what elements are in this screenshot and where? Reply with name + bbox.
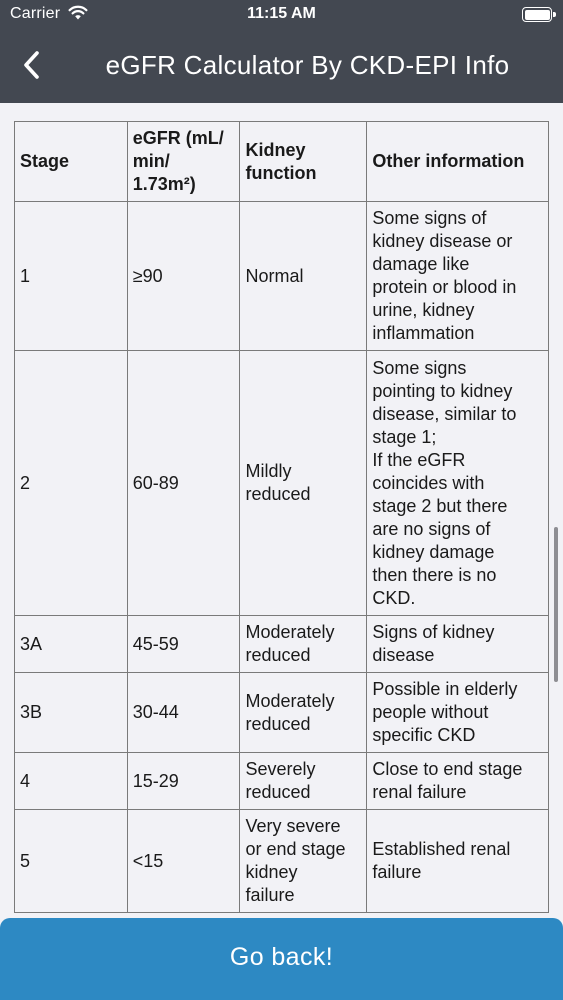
cell-function: Moderately reduced — [240, 673, 367, 753]
app-header — [0, 0, 563, 103]
table-row — [15, 753, 549, 810]
back-button[interactable] — [14, 48, 48, 86]
cell-function: Moderately reduced — [240, 616, 367, 673]
scrollbar[interactable] — [554, 527, 558, 682]
cell-function: Very severe or end stage kidney failure — [240, 810, 367, 913]
ckd-stage-table — [14, 121, 549, 913]
header-egfr: eGFR (mL/ min/ 1.73m²) — [127, 122, 240, 202]
cell-stage: 1 — [15, 202, 128, 351]
scroll-content[interactable] — [0, 103, 563, 918]
cell-info: Close to end stage renal failure — [367, 753, 549, 810]
cell-function: Mildly reduced — [240, 351, 367, 616]
cell-egfr: 60-89 — [127, 351, 240, 616]
cell-stage: 2 — [15, 351, 128, 616]
chevron-left-icon — [22, 50, 40, 85]
cell-egfr: 30-44 — [127, 673, 240, 753]
table-row — [15, 616, 549, 673]
table-row — [15, 810, 549, 913]
header-stage: Stage — [15, 122, 128, 202]
cell-info: Some signs pointing to kidney disease, similar to stage 1; If the eGFR coincides with stage 2 but there are no signs of kidney damage then there is no CKD. — [367, 351, 549, 616]
cell-egfr: <15 — [127, 810, 240, 913]
cell-info: Some signs of kidney disease or damage like protein or blood in urine, kidney inflammation — [367, 202, 549, 351]
page-title: eGFR Calculator By CKD-EPI Info — [105, 50, 510, 80]
cell-info: Signs of kidney disease — [367, 616, 549, 673]
cell-stage: 3A — [15, 616, 128, 673]
nav-bar — [0, 30, 563, 103]
table-row — [15, 351, 549, 616]
table-row — [15, 202, 549, 351]
cell-egfr: ≥90 — [127, 202, 240, 351]
cell-stage: 3B — [15, 673, 128, 753]
status-time: 11:15 AM — [247, 5, 316, 22]
cell-info: Possible in elderly people without specific CKD — [367, 673, 549, 753]
carrier-label: Carrier — [10, 5, 61, 22]
go-back-button[interactable] — [0, 918, 563, 1000]
battery-icon — [522, 7, 552, 22]
cell-function: Normal — [240, 202, 367, 351]
status-bar — [0, 0, 563, 30]
table-header-row — [15, 122, 549, 202]
cell-function: Severely reduced — [240, 753, 367, 810]
cell-stage: 4 — [15, 753, 128, 810]
cell-info: Established renal failure — [367, 810, 549, 913]
header-kidney-function: Kidney function — [240, 122, 367, 202]
cell-egfr: 15-29 — [127, 753, 240, 810]
cell-egfr: 45-59 — [127, 616, 240, 673]
table-row — [15, 673, 549, 753]
header-other-information: Other information — [367, 122, 549, 202]
cell-stage: 5 — [15, 810, 128, 913]
go-back-label: Go back! — [229, 942, 334, 971]
